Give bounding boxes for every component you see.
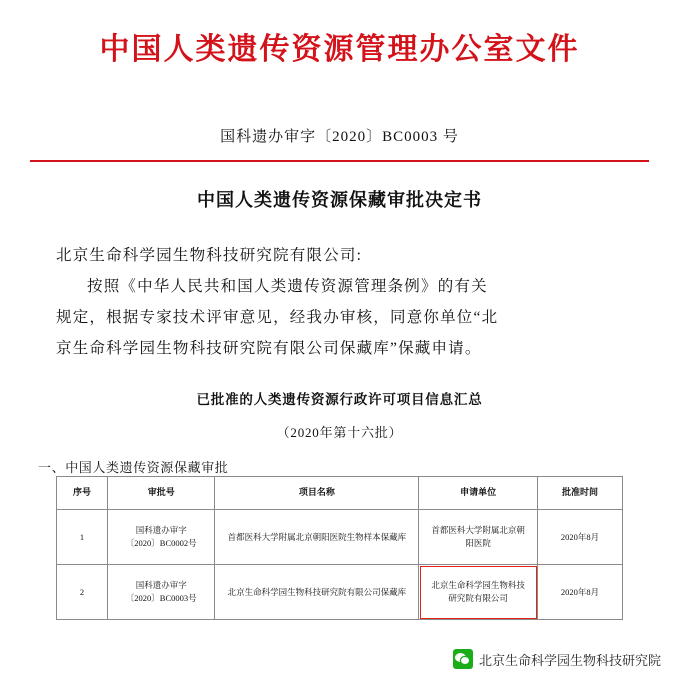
masthead-title: 中国人类遗传资源管理办公室文件	[99, 33, 580, 66]
cell-code	[107, 565, 215, 620]
cell-project-name: 北京生命科学园生物科技研究院有限公司保藏库	[215, 565, 419, 620]
table-header-row	[57, 477, 623, 510]
attachment-title: 已批准的人类遗传资源行政许可项目信息汇总	[196, 392, 483, 407]
masthead	[30, 0, 649, 69]
body-paragraph-3: 京生命科学园生物科技研究院有限公司保藏库”保藏申请。	[56, 340, 482, 357]
cell-no: 1	[57, 510, 108, 565]
body-addressee: 北京生命科学园生物科技研究院有限公司:	[56, 247, 363, 264]
approval-table	[56, 476, 623, 620]
cell-no: 2	[57, 565, 108, 620]
cell-code-line2: 〔2020〕BC0002号	[125, 538, 197, 548]
cell-unit-line1: 北京生命科学园生物科技	[431, 580, 525, 591]
cell-unit-line2: 阳医院	[465, 538, 491, 548]
footer-brand-name: 北京生命科学园生物科技研究院	[478, 652, 661, 668]
red-divider-rule	[30, 160, 649, 162]
cell-code-line2: 〔2020〕BC0003号	[125, 593, 197, 603]
cell-unit-line1: 首都医科大学附属北京朝	[431, 525, 525, 536]
document-title: 中国人类遗传资源保藏审批决定书	[197, 190, 482, 210]
column-header-unit: 申请单位	[419, 477, 538, 510]
section-heading: 一、中国人类遗传资源保藏审批	[38, 460, 229, 475]
cell-applicant-unit	[419, 510, 538, 565]
document-number: 国科遗办审字〔2020〕BC0003 号	[220, 129, 459, 145]
table-row	[57, 510, 623, 565]
footer-brand	[453, 649, 661, 669]
cell-unit-line2: 研究院有限公司	[448, 593, 508, 603]
cell-code	[107, 510, 215, 565]
table-row	[57, 565, 623, 620]
cell-approval-date: 2020年8月	[538, 510, 623, 565]
cell-code-line1: 国科遗办审字	[135, 580, 187, 591]
approval-table-wrapper	[30, 457, 649, 620]
cell-project-name: 首都医科大学附属北京朝阳医院生物样本保藏库	[215, 510, 419, 565]
column-header-no: 序号	[57, 477, 108, 510]
body-paragraph-2: 规定，根据专家技术评审意见，经我办审核，同意你单位“北	[56, 309, 499, 326]
body-paragraph-1: 按照《中华人民共和国人类遗传资源管理条例》的有关	[87, 278, 488, 295]
column-header-date: 批准时间	[538, 477, 623, 510]
column-header-code: 审批号	[107, 477, 215, 510]
cell-approval-date: 2020年8月	[538, 565, 623, 620]
document-body	[30, 240, 649, 364]
column-header-name: 项目名称	[215, 477, 419, 510]
wechat-icon	[453, 649, 473, 669]
cell-code-line1: 国科遗办审字	[135, 525, 187, 536]
attachment-subtitle: （2020年第十六批）	[276, 425, 403, 440]
cell-applicant-unit-highlighted	[419, 565, 538, 620]
